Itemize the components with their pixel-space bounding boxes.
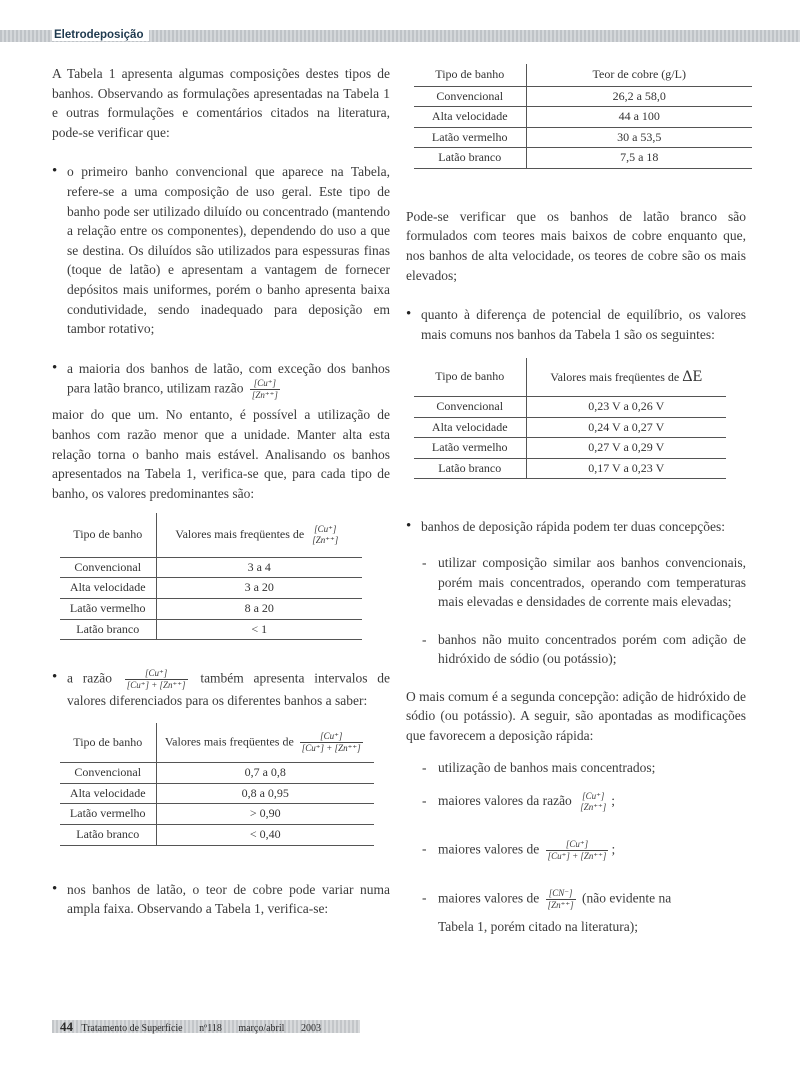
ratio-cu-sum-fraction: $\frac{[Cu^+]}{[Cu^+] + [Zn^{++}]}$ xyxy=(547,839,607,862)
intro-paragraph: A Tabela 1 apresenta algumas composições destes tipos de banhos. Observando as formulações apresentadas na Tabela 1 e outras formulações e comentários citados na literatura, pode-se verificar que: xyxy=(52,66,390,140)
bullet-copper-content: • nos banhos de latão, o teor de cobre pode variar numa ampla faixa. Observando a Tabela 1, verifica-se: xyxy=(52,880,390,919)
dash-ratio-values: - maiores valores da razão [Cu⁺] [Zn⁺⁺] ; xyxy=(406,791,746,813)
bullet-potential: • quanto à diferença de potencial de equilíbrio, os valores mais comuns nos banhos da Tabela 1 são os seguintes: xyxy=(406,305,746,344)
bullet-fast-deposition: • banhos de deposição rápida podem ter duas concepções: xyxy=(406,517,746,537)
table-header-values: Valores mais freqüentes de ΔE xyxy=(550,367,703,385)
table-ratio-sum-values xyxy=(60,723,374,846)
table-row: Convencional 0,7 a 0,8 xyxy=(60,763,374,784)
table-row: Latão branco 7,5 a 18 xyxy=(414,148,752,169)
ratio-cn-zn-fraction: $\frac{[CN^-]}{[Zn^{++}]}$ xyxy=(547,888,574,911)
table-row: Latão vermelho 0,27 V a 0,29 V xyxy=(414,438,726,459)
table-potential-values xyxy=(414,358,726,479)
table-row: Latão vermelho 8 a 20 xyxy=(60,598,362,619)
table-header-values: Valores mais freqüentes de $\frac{[Cu^+]}{[Cu^+] + [Zn^{++}]}$ xyxy=(164,731,361,753)
common-concept-paragraph: O mais comum é a segunda concepção: adição de hidróxido de sódio (ou potássio). A seguir, são apontadas as modificações que favorecem a deposição rápida: xyxy=(406,688,746,744)
table-row: Latão branco 0,17 V a 0,23 V xyxy=(414,458,726,479)
page-number: 44 xyxy=(60,1019,73,1034)
issue-period: março/abril xyxy=(238,1023,285,1034)
bullet-general-bath: • o primeiro banho convencional que aparece na Tabela, refere-se a uma composição de uso geral. Este tipo de banho pode ser utilizado diluído ou concentrado (mantendo a relação entre os componentes), dependendo do uso a que se destina. Os diluídos são utilizados para espessuras finas (toque de latão) e apresentam a vantagem de fornecer depósitos mais uniformes, porém o banho apresenta baixa condutividade, sendo inadequado para deposição em tambor rotativo; xyxy=(52,162,390,338)
dash-ratio-sum-values: - maiores valores de $\frac{[Cu^+]}{[Cu^+] + [Zn^{++}]}$ ; xyxy=(406,839,746,862)
table-ratio-values xyxy=(60,513,362,640)
table-row: Alta velocidade 3 a 20 xyxy=(60,578,362,599)
ratio-cu-zn-fraction: [Cu⁺] [Zn⁺⁺] xyxy=(580,791,607,813)
dash-more-concentrated: - utilização de banhos mais concentrados; xyxy=(406,758,746,778)
dash-hydroxide: - banhos não muito concentrados porém com adição de hidróxido de sódio (ou potássio); xyxy=(406,630,746,669)
table-row: Convencional 26,2 a 58,0 xyxy=(414,86,752,107)
ratio-cu-zn-fraction: $\frac{[Cu^+]}{[Zn^{++}]}$ xyxy=(251,378,278,401)
table-row: Alta velocidade 44 a 100 xyxy=(414,107,752,128)
ratio-continuation: maior do que um. No entanto, é possível a utilização de banhos com razão menor que a unidade. Manter alta esta relação torna o banho mais estável. Analisando os banhos apresentados na Tabela 1, verifica-se que, para cada tipo de banho, os valores predominantes são: xyxy=(52,407,390,501)
footer xyxy=(60,1020,335,1035)
magazine-name: Tratamento de Superfície xyxy=(81,1023,183,1034)
section-title: Eletrodeposição xyxy=(52,29,149,41)
table-row: Latão branco < 1 xyxy=(60,619,362,640)
table-header-type: Tipo de banho xyxy=(414,358,526,396)
issue-year: 2003 xyxy=(300,1023,321,1034)
ratio-sum-fraction-small: $\frac{[Cu^+]}{[Cu^+] + [Zn^{++}]}$ xyxy=(301,731,361,753)
bullet-ratio-text: a maioria dos banhos de latão, com exceção dos banhos para latão branco, utilizam razão xyxy=(67,360,390,396)
right-column xyxy=(406,64,746,937)
bullet-ratio-sum: • a razão $\frac{[Cu^+]}{[Cu^+] + [Zn^{++}]}$ também apresenta intervalos de valores diferenciados para os diferentes banhos a saber: xyxy=(52,668,390,711)
table-row: Convencional 0,23 V a 0,26 V xyxy=(414,396,726,417)
ratio-cu-sum-fraction: $\frac{[Cu^+]}{[Cu^+] + [Zn^{++}]}$ xyxy=(126,668,186,691)
table-header-values: Valores mais freqüentes de [Cu⁺] [Zn⁺⁺] xyxy=(175,524,339,546)
table-row: Latão vermelho 30 a 53,5 xyxy=(414,127,752,148)
table-header-copper: Teor de cobre (g/L) xyxy=(592,66,686,81)
table-header-type: Tipo de banho xyxy=(60,513,156,557)
white-brass-paragraph: Pode-se verificar que os banhos de latão branco são formulados com teores mais baixos de cobre enquanto que, nos banhos de alta velocidade, os teores de cobre são os mais elevados; xyxy=(406,208,746,283)
table-row: Latão vermelho > 0,90 xyxy=(60,804,374,825)
table-row: Convencional 3 a 4 xyxy=(60,557,362,578)
table-row: Latão branco < 0,40 xyxy=(60,825,374,846)
ratio-fraction-small: [Cu⁺] [Zn⁺⁺] xyxy=(312,524,339,546)
issue-number: nº118 xyxy=(199,1023,222,1034)
delta-e-symbol: ΔE xyxy=(682,367,703,385)
bullet-ratio xyxy=(52,359,390,402)
dash-concentrated: - utilizar composição similar aos banhos convencionais, porém mais concentrados, operando com temperaturas mais elevadas e densidades de corrente mais elevadas; xyxy=(406,553,746,612)
table-header-type: Tipo de banho xyxy=(414,64,526,86)
table-row: Alta velocidade 0,24 V a 0,27 V xyxy=(414,417,726,438)
table-row: Alta velocidade 0,8 a 0,95 xyxy=(60,783,374,804)
dash-cyanide-continuation: Tabela 1, porém citado na literatura); xyxy=(438,919,638,935)
left-column xyxy=(52,64,390,919)
table-header-type: Tipo de banho xyxy=(60,723,156,763)
dash-cyanide-ratio: - maiores valores de $\frac{[CN^-]}{[Zn^{++}]}$ (não evidente na xyxy=(406,888,746,911)
table-copper-content xyxy=(414,64,752,169)
